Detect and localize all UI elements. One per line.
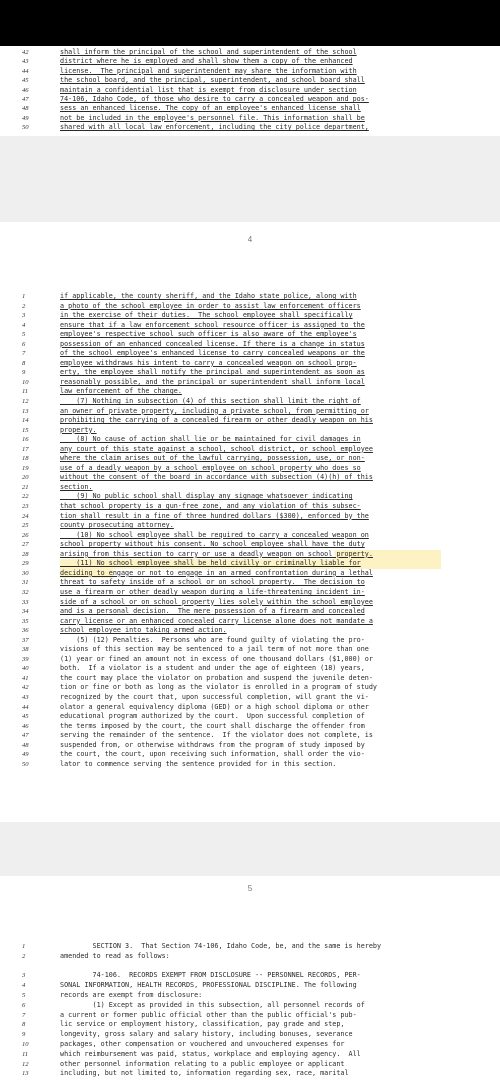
line-text: (8) No cause of action shall lie or be maintained for civil damages in bbox=[60, 435, 361, 444]
line-text: side of a school or on school property lies solely within the school employee bbox=[60, 597, 373, 606]
line-number: 30 bbox=[22, 569, 29, 577]
line-text: maintain a confidential list that is exempt from disclosure under section bbox=[60, 85, 357, 94]
line-number: 14 bbox=[22, 417, 29, 425]
line-number: 33 bbox=[22, 598, 29, 606]
line-number: 10 bbox=[22, 378, 29, 386]
line-number: 50 bbox=[22, 124, 29, 132]
line-text: the school board, and the principal, superintendent, and school board shall bbox=[60, 76, 365, 85]
text-line bbox=[0, 104, 500, 113]
line-text: use a firearm or other deadly weapon during a life-threatening incident in- bbox=[60, 587, 365, 596]
text-line bbox=[0, 550, 500, 560]
line-text: other personnel information relating to a public employee or applicant bbox=[60, 1059, 345, 1068]
line-number: 6 bbox=[22, 1001, 26, 1009]
line-number: 6 bbox=[22, 340, 26, 348]
line-number: 24 bbox=[22, 512, 29, 520]
text-line bbox=[0, 473, 500, 483]
line-number: 49 bbox=[22, 751, 29, 759]
line-text: deciding to engage or not to engage in an armed confrontation during a lethal bbox=[60, 569, 441, 579]
line-text: (5) (12) Penalties. Persons who are found guilty of violating the pro- bbox=[60, 635, 365, 644]
line-text: records are exempt from disclosure: bbox=[60, 990, 203, 999]
line-number: 42 bbox=[22, 49, 29, 56]
line-number: 45 bbox=[22, 713, 29, 721]
line-number: 31 bbox=[22, 579, 29, 587]
text-line bbox=[0, 426, 500, 436]
text-line bbox=[0, 114, 500, 123]
line-text: educational program authorized by the court. Upon successful completion of bbox=[60, 712, 365, 721]
text-line bbox=[0, 607, 500, 617]
text-line bbox=[0, 588, 500, 598]
line-number: 2 bbox=[22, 302, 26, 310]
text-line bbox=[0, 349, 500, 359]
text-line bbox=[0, 760, 500, 770]
line-number: 32 bbox=[22, 588, 29, 596]
line-number: 44 bbox=[22, 67, 29, 75]
page-5-lines bbox=[0, 942, 500, 1079]
page-4-lines bbox=[0, 292, 500, 769]
line-text: employee withdraws his intent to carry a concealed weapon on school prop- bbox=[60, 358, 357, 367]
line-text: SECTION 3. That Section 74-106, Idaho Code, be, and the same is hereby bbox=[60, 942, 382, 950]
line-text: that school property is a gun-free zone, and any violation of this subsec- bbox=[60, 502, 361, 511]
text-line bbox=[0, 703, 500, 713]
text-line bbox=[0, 750, 500, 760]
line-text: SONAL INFORMATION, HEALTH RECORDS, PROFESSIONAL DISCIPLINE. The following bbox=[60, 981, 357, 990]
line-number: 35 bbox=[22, 617, 29, 625]
line-text: and is a personal decision. The mere possession of a firearm and concealed bbox=[60, 607, 365, 616]
line-text: packages, other compensation or vouchered and unvouchered expenses for bbox=[60, 1039, 345, 1048]
line-text: ensure that if a law enforcement school resource officer is assigned to the bbox=[60, 320, 365, 329]
top-black-bar bbox=[0, 0, 500, 46]
line-number: 13 bbox=[22, 1070, 29, 1078]
line-number: 4 bbox=[22, 982, 26, 990]
text-line bbox=[0, 311, 500, 321]
line-text: (1) year or fined an amount not in excess of one thousand dollars ($1,000) or bbox=[60, 654, 373, 663]
line-text: district where he is employed and shall show them a copy of the enhanced bbox=[60, 57, 353, 66]
page-number: 5 bbox=[247, 884, 253, 893]
line-text: lic service or employment history, classification, pay grade and step, bbox=[60, 1020, 345, 1029]
text-line bbox=[0, 981, 500, 991]
line-text: school property without his consent. No school employee shall have the duty bbox=[60, 540, 365, 549]
line-text: (1) Except as provided in this subsection, all personnel records of bbox=[60, 1000, 365, 1009]
line-number: 4 bbox=[22, 321, 26, 329]
line-text: olator a general equivalency diploma (GED) or a high school diploma or other bbox=[60, 702, 369, 711]
line-number: 46 bbox=[22, 86, 29, 94]
line-text: where the claim arises out of the lawful carrying, possession, use, or non- bbox=[60, 454, 365, 463]
text-line bbox=[0, 1069, 500, 1079]
text-line bbox=[0, 397, 500, 407]
text-line bbox=[0, 962, 500, 972]
text-line bbox=[0, 378, 500, 388]
text-line bbox=[0, 368, 500, 378]
text-line bbox=[0, 1050, 500, 1060]
line-number: 34 bbox=[22, 608, 29, 616]
line-number: 12 bbox=[22, 398, 29, 406]
text-line bbox=[0, 321, 500, 331]
line-number: 28 bbox=[22, 550, 29, 558]
text-line bbox=[0, 483, 500, 493]
line-number: 47 bbox=[22, 95, 29, 103]
line-text: erty, the employee shall notify the principal and superintendent as soon as bbox=[60, 368, 365, 377]
line-text: tion or fine or both as long as the violator is enrolled in a program of study bbox=[60, 683, 377, 692]
text-line bbox=[0, 454, 500, 464]
line-number: 50 bbox=[22, 760, 29, 768]
line-text: prohibiting the carrying of a concealed firearm or other deadly weapon on his bbox=[60, 416, 373, 425]
text-line bbox=[0, 1060, 500, 1070]
text-line bbox=[0, 626, 500, 636]
line-number: 36 bbox=[22, 627, 29, 635]
line-text: which reimbursement was paid, status, workplace and employing agency. All bbox=[60, 1049, 361, 1058]
line-number: 5 bbox=[22, 331, 26, 339]
text-line bbox=[0, 445, 500, 455]
line-text: an owner of private property, including a private school, from permitting or bbox=[60, 406, 369, 415]
text-line bbox=[0, 540, 500, 550]
line-text: suspended from, or otherwise withdraws from the program of study imposed by bbox=[60, 740, 365, 749]
text-line bbox=[0, 569, 500, 579]
text-line bbox=[0, 971, 500, 981]
line-text: possession of an enhanced concealed license. If there is a change in status bbox=[60, 339, 365, 348]
text-line bbox=[0, 664, 500, 674]
line-number: 2 bbox=[22, 952, 26, 960]
line-number: 19 bbox=[22, 464, 29, 472]
text-line bbox=[0, 741, 500, 751]
text-line bbox=[0, 617, 500, 627]
text-line bbox=[0, 67, 500, 76]
text-line bbox=[0, 86, 500, 95]
line-text: if applicable, the county sheriff, and the Idaho state police, along with bbox=[60, 292, 357, 300]
text-line bbox=[0, 57, 500, 66]
text-line bbox=[0, 302, 500, 312]
page-gap bbox=[0, 822, 500, 882]
text-line bbox=[0, 330, 500, 340]
line-number: 47 bbox=[22, 732, 29, 740]
page-4 bbox=[0, 222, 500, 822]
line-text: including, but not limited to, information regarding sex, race, marital bbox=[60, 1069, 349, 1078]
page-number: 4 bbox=[247, 235, 253, 244]
line-number: 3 bbox=[22, 972, 26, 980]
line-number: 46 bbox=[22, 722, 29, 730]
line-number: 9 bbox=[22, 369, 26, 377]
text-line bbox=[0, 76, 500, 85]
page-top-lines bbox=[0, 48, 500, 133]
line-text: the court may place the violator on probation and suspend the juvenile deten- bbox=[60, 673, 373, 682]
line-number: 49 bbox=[22, 114, 29, 122]
line-number: 22 bbox=[22, 493, 29, 501]
text-line bbox=[0, 636, 500, 646]
line-text: law enforcement of the change. bbox=[60, 387, 182, 396]
line-number: 12 bbox=[22, 1060, 29, 1068]
line-number: 18 bbox=[22, 455, 29, 463]
line-text: without the consent of the board in accordance with subsection (4)(h) of this bbox=[60, 473, 373, 482]
line-number: 20 bbox=[22, 474, 29, 482]
text-line bbox=[0, 387, 500, 397]
line-text: lator to commence serving the sentence provided for in this section. bbox=[60, 759, 337, 768]
text-line bbox=[0, 1020, 500, 1030]
line-text: sess an enhanced license. The copy of an employee's enhanced license shall bbox=[60, 104, 361, 113]
line-number: 38 bbox=[22, 646, 29, 654]
text-line bbox=[0, 683, 500, 693]
line-number: 11 bbox=[22, 1050, 29, 1058]
text-line bbox=[0, 655, 500, 665]
line-number: 11 bbox=[22, 388, 29, 396]
text-line bbox=[0, 578, 500, 588]
text-line bbox=[0, 1040, 500, 1050]
text-line bbox=[0, 416, 500, 426]
line-text: the court, the court, upon receiving such information, shall order the vio- bbox=[60, 750, 365, 759]
line-number: 42 bbox=[22, 684, 29, 692]
text-line bbox=[0, 512, 500, 522]
line-number: 48 bbox=[22, 105, 29, 113]
line-text: serving the remainder of the sentence. If the violator does not complete, is bbox=[60, 731, 373, 740]
line-text: shall inform the principal of the school and superintendent of the school bbox=[60, 48, 357, 56]
text-line bbox=[0, 722, 500, 732]
line-number: 39 bbox=[22, 655, 29, 663]
line-text: a current or former public official other than the public official's pub- bbox=[60, 1010, 357, 1019]
text-line bbox=[0, 712, 500, 722]
text-line bbox=[0, 340, 500, 350]
line-text: employee's respective school such officer is also aware of the employee's bbox=[60, 330, 357, 339]
line-text: carry license or an enhanced concealed carry license alone does not mandate a bbox=[60, 616, 373, 625]
text-line bbox=[0, 1030, 500, 1040]
line-text: county prosecuting attorney. bbox=[60, 521, 174, 530]
text-line bbox=[0, 731, 500, 741]
line-number: 7 bbox=[22, 350, 26, 358]
line-text: the terms imposed by the court, the court shall discharge the offender from bbox=[60, 721, 365, 730]
line-number: 5 bbox=[22, 991, 26, 999]
line-number: 3 bbox=[22, 312, 26, 320]
line-text: not be included in the employee's personnel file. This information shall be bbox=[60, 113, 365, 122]
text-line bbox=[0, 645, 500, 655]
text-line bbox=[0, 598, 500, 608]
line-number: 23 bbox=[22, 503, 29, 511]
line-number: 21 bbox=[22, 483, 29, 491]
text-line bbox=[0, 952, 500, 962]
text-line bbox=[0, 492, 500, 502]
line-number: 16 bbox=[22, 436, 29, 444]
line-text: (11) No school employee shall be held civilly or criminally liable for bbox=[60, 559, 441, 569]
line-number: 29 bbox=[22, 560, 29, 568]
page-gap bbox=[0, 136, 500, 222]
line-number: 1 bbox=[22, 293, 26, 300]
text-line bbox=[0, 435, 500, 445]
line-number: 13 bbox=[22, 407, 29, 415]
line-number: 45 bbox=[22, 77, 29, 85]
text-line bbox=[0, 559, 500, 569]
line-text: license. The principal and superintendent may share the information with bbox=[60, 66, 357, 75]
line-text: threat to safety inside of a school or on school property. The decision to bbox=[60, 578, 365, 587]
text-line bbox=[0, 292, 500, 302]
line-number: 27 bbox=[22, 541, 29, 549]
text-line bbox=[0, 1001, 500, 1011]
text-line bbox=[0, 991, 500, 1001]
line-text: use of a deadly weapon by a school employee on school property who does so bbox=[60, 463, 361, 472]
line-text: (10) No school employee shall be required to carry a concealed weapon on bbox=[60, 530, 369, 539]
line-number: 1 bbox=[22, 943, 26, 950]
line-text: property. bbox=[60, 425, 97, 434]
line-number: 8 bbox=[22, 1021, 26, 1029]
line-text: 74-106, Idaho Code, of those who desire to carry a concealed weapon and pos- bbox=[60, 94, 369, 103]
line-text: shared with all local law enforcement, including the city police department, bbox=[60, 123, 369, 132]
line-text: a photo of the school employee in order to assist law enforcement officers bbox=[60, 301, 361, 310]
line-text: arising from this section to carry or use a deadly weapon on school property. bbox=[60, 550, 441, 560]
text-line bbox=[0, 123, 500, 132]
line-number: 7 bbox=[22, 1011, 26, 1019]
text-line bbox=[0, 1011, 500, 1021]
line-number: 40 bbox=[22, 665, 29, 673]
page-5 bbox=[0, 876, 500, 1084]
line-number: 44 bbox=[22, 703, 29, 711]
text-line bbox=[0, 521, 500, 531]
text-line bbox=[0, 407, 500, 417]
line-text: section. bbox=[60, 482, 93, 491]
line-text: both. If a violator is a student and under the age of eighteen (18) years, bbox=[60, 664, 365, 673]
line-number: 41 bbox=[22, 674, 29, 682]
line-text: school employee into taking armed action. bbox=[60, 626, 227, 635]
text-line bbox=[0, 48, 500, 57]
text-line bbox=[0, 674, 500, 684]
line-number: 43 bbox=[22, 58, 29, 66]
text-line bbox=[0, 693, 500, 703]
line-number: 10 bbox=[22, 1040, 29, 1048]
line-text: recognized by the court that, upon successful completion, will grant the vi- bbox=[60, 692, 369, 701]
line-number: 15 bbox=[22, 426, 29, 434]
line-text: reasonably possible, and the principal or superintendent shall inform local bbox=[60, 377, 365, 386]
line-number: 25 bbox=[22, 522, 29, 530]
text-line bbox=[0, 359, 500, 369]
line-text: any court of this state against a school, school district, or school employee bbox=[60, 444, 373, 453]
text-line bbox=[0, 464, 500, 474]
text-line bbox=[0, 502, 500, 512]
line-text: amended to read as follows: bbox=[60, 951, 170, 960]
text-line bbox=[0, 531, 500, 541]
line-text: longevity, gross salary and salary history, including bonuses, severance bbox=[60, 1030, 353, 1039]
line-number: 37 bbox=[22, 636, 29, 644]
line-text: (9) No public school shall display any signage whatsoever indicating bbox=[60, 492, 353, 501]
line-number: 17 bbox=[22, 445, 29, 453]
text-line bbox=[0, 95, 500, 104]
page-top-fragment bbox=[0, 46, 500, 136]
line-text: 74-106. RECORDS EXEMPT FROM DISCLOSURE -- PERSONNEL RECORDS, PER- bbox=[60, 971, 361, 980]
line-text: in the exercise of their duties. The school employee shall specifically bbox=[60, 311, 353, 320]
line-text: of the school employee's enhanced license to carry concealed weapons or the bbox=[60, 349, 365, 358]
line-number: 9 bbox=[22, 1031, 26, 1039]
text-line bbox=[0, 942, 500, 952]
line-text: tion shall result in a fine of three hundred dollars ($300), enforced by the bbox=[60, 511, 369, 520]
line-number: 48 bbox=[22, 741, 29, 749]
line-number: 8 bbox=[22, 359, 26, 367]
line-number: 26 bbox=[22, 531, 29, 539]
line-text: visions of this section may be sentenced to a jail term of not more than one bbox=[60, 645, 369, 654]
line-text: (7) Nothing in subsection (4) of this section shall limit the right of bbox=[60, 397, 361, 406]
line-number: 43 bbox=[22, 693, 29, 701]
